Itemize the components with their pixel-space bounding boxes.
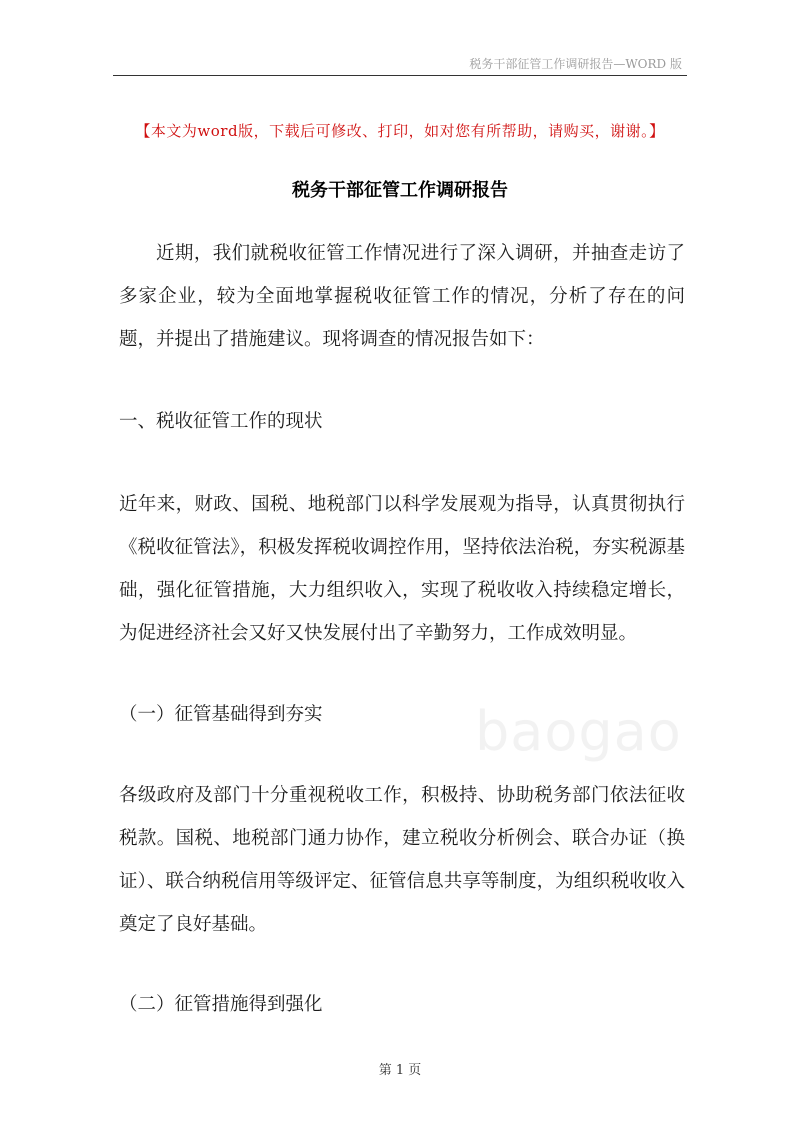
- page-header: 税务干部征管工作调研报告—WORD 版: [469, 57, 682, 71]
- section-heading-1: 一、税收征管工作的现状: [119, 411, 323, 432]
- header-rule: [113, 75, 687, 76]
- watermark: baogao: [475, 700, 682, 763]
- download-notice: 【本文为word版，下载后可修改、打印，如对您有所帮助，请购买，谢谢。】: [135, 122, 665, 140]
- subsection-heading-2: （二）征管措施得到强化: [119, 994, 323, 1015]
- subsection-heading-1: （一）征管基础得到夯实: [119, 704, 323, 725]
- document-title: 税务干部征管工作调研报告: [292, 180, 508, 201]
- status-paragraph: 近年来，财政、国税、地税部门以科学发展观为指导，认真贯彻执行《税收征管法》，积极发挥税收调控作用，坚持依法治税，夯实税源基础，强化征管措施，大力组织收入，实现了税收收入持续稳定增长，为促进经济社会又好又快发展付出了辛勤努力，工作成效明显。: [119, 494, 685, 644]
- foundation-paragraph: 各级政府及部门十分重视税收工作，积极持、协助税务部门依法征收税款。国税、地税部门通力协作，建立税收分析例会、联合办证（换证）、联合纳税信用等级评定、征管信息共享等制度，为组织税收收入奠定了良好基础。: [119, 785, 685, 935]
- intro-paragraph: 近期，我们就税收征管工作情况进行了深入调研，并抽查走访了多家企业，较为全面地掌握税收征管工作的情况，分析了存在的问题，并提出了措施建议。现将调查的情况报告如下：: [119, 243, 685, 350]
- page-footer: 第 1 页: [378, 1063, 422, 1078]
